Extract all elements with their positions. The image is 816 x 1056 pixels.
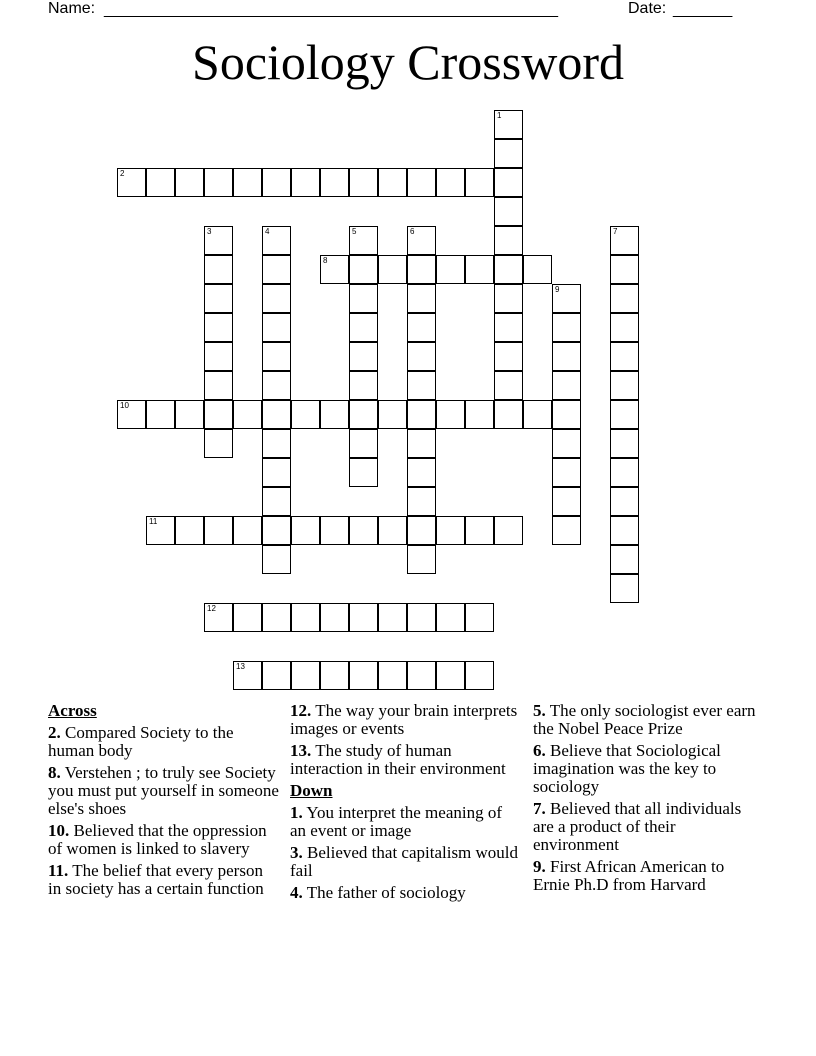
clue-item-number: 10. (48, 821, 70, 840)
grid-cell[interactable] (407, 661, 436, 690)
grid-cell[interactable] (610, 545, 639, 574)
grid-cell[interactable] (407, 429, 436, 458)
grid-cell[interactable] (465, 516, 494, 545)
grid-cell[interactable] (407, 168, 436, 197)
grid-cell[interactable] (407, 313, 436, 342)
grid-cell[interactable] (436, 400, 465, 429)
grid-cell[interactable] (320, 168, 349, 197)
grid-cell[interactable] (494, 516, 523, 545)
page-title: Sociology Crossword (192, 34, 624, 90)
grid-cell[interactable] (436, 168, 465, 197)
grid-cell[interactable] (378, 516, 407, 545)
clue-item (290, 884, 522, 902)
clue-item-number: 7. (533, 799, 546, 818)
grid-cell[interactable] (610, 458, 639, 487)
clue-number: 6 (410, 227, 415, 236)
clue-item-text: You interpret the meaning of an event or image (290, 803, 502, 840)
name-label: Name: (48, 0, 96, 17)
grid-cell[interactable] (407, 342, 436, 371)
grid-cell[interactable] (494, 139, 523, 168)
clue-item-text: Believed that the oppression of women is linked to slavery (48, 821, 267, 858)
grid-cell[interactable] (320, 516, 349, 545)
clue-number: 3 (207, 227, 212, 236)
grid-cell[interactable] (262, 429, 291, 458)
clue-number: 1 (497, 111, 502, 120)
grid-cell[interactable] (146, 516, 175, 545)
grid-cell[interactable] (407, 487, 436, 516)
clue-item-text: Compared Society to the human body (48, 723, 234, 760)
grid-cell[interactable] (494, 371, 523, 400)
grid-cell[interactable] (349, 429, 378, 458)
clue-number: 2 (120, 169, 125, 178)
grid-cell[interactable] (349, 371, 378, 400)
grid-cell[interactable] (262, 545, 291, 574)
grid-cell[interactable] (436, 603, 465, 632)
clue-item (533, 800, 765, 854)
grid-cell[interactable] (349, 342, 378, 371)
clue-item-number: 3. (290, 843, 303, 862)
grid-cell[interactable] (523, 400, 552, 429)
clue-item (48, 724, 280, 760)
clue-item-text: The father of sociology (306, 883, 466, 902)
grid-cell[interactable] (552, 516, 581, 545)
clue-item-number: 8. (48, 763, 61, 782)
grid-cell[interactable] (465, 661, 494, 690)
clue-number: 13 (236, 662, 245, 671)
grid-cell[interactable] (204, 400, 233, 429)
grid-cell[interactable] (494, 342, 523, 371)
grid-cell[interactable] (610, 313, 639, 342)
grid-cell[interactable] (349, 284, 378, 313)
grid-cell[interactable] (204, 226, 233, 255)
grid-cell[interactable] (436, 516, 465, 545)
clue-item (290, 804, 522, 840)
grid-cell[interactable] (204, 168, 233, 197)
grid-cell[interactable] (552, 400, 581, 429)
grid-cell[interactable] (494, 255, 523, 284)
clue-item-number: 11. (48, 861, 69, 880)
grid-cell[interactable] (407, 255, 436, 284)
clue-item (48, 862, 280, 898)
grid-cell[interactable] (262, 516, 291, 545)
grid-cell[interactable] (407, 226, 436, 255)
grid-cell[interactable] (291, 400, 320, 429)
clue-number: 5 (352, 227, 357, 236)
grid-cell[interactable] (610, 371, 639, 400)
grid-cell[interactable] (262, 226, 291, 255)
grid-cell[interactable] (349, 603, 378, 632)
grid-cell[interactable] (465, 168, 494, 197)
grid-cell[interactable] (233, 400, 262, 429)
clue-item-number: 1. (290, 803, 303, 822)
grid-cell[interactable] (407, 400, 436, 429)
clue-item (290, 702, 522, 738)
clue-item-text: The only sociologist ever earn the Nobel Peace Prize (533, 701, 756, 738)
grid-cell[interactable] (233, 516, 262, 545)
clue-item-text: Believed that capitalism would fail (290, 843, 519, 880)
grid-cell[interactable] (262, 371, 291, 400)
clue-number: 7 (613, 227, 618, 236)
grid-cell[interactable] (407, 458, 436, 487)
grid-cell[interactable] (407, 545, 436, 574)
grid-cell[interactable] (349, 226, 378, 255)
grid-cell[interactable] (204, 284, 233, 313)
grid-cell[interactable] (262, 255, 291, 284)
clue-item-number: 9. (533, 857, 546, 876)
grid-cell[interactable] (349, 168, 378, 197)
clue-item (290, 844, 522, 880)
grid-cell[interactable] (610, 574, 639, 603)
grid-cell[interactable] (552, 429, 581, 458)
grid-cell[interactable] (349, 661, 378, 690)
clue-item-text: Believed that all individuals are a product of their environment (533, 799, 742, 854)
clue-number: 12 (207, 604, 216, 613)
grid-cell[interactable] (610, 342, 639, 371)
grid-cell[interactable] (262, 661, 291, 690)
clue-item-number: 2. (48, 723, 61, 742)
grid-cell[interactable] (320, 400, 349, 429)
date-field[interactable]: _______ (673, 1, 732, 18)
grid-cell[interactable] (552, 313, 581, 342)
clue-item (533, 702, 765, 738)
grid-cell[interactable] (262, 603, 291, 632)
grid-cell[interactable] (204, 342, 233, 371)
grid-cell[interactable] (494, 168, 523, 197)
clues-column-2 (290, 702, 522, 906)
grid-cell[interactable] (233, 603, 262, 632)
grid-cell[interactable] (146, 168, 175, 197)
clue-item-text: Verstehen ; to truly see Society you must put yourself in someone else's shoes (48, 763, 279, 818)
clue-number: 9 (555, 285, 560, 294)
grid-cell[interactable] (262, 168, 291, 197)
grid-cell[interactable] (552, 342, 581, 371)
grid-cell[interactable] (349, 458, 378, 487)
grid-cell[interactable] (291, 661, 320, 690)
grid-cell[interactable] (204, 371, 233, 400)
clues-column-3 (533, 702, 765, 898)
grid-cell[interactable] (494, 284, 523, 313)
grid-cell[interactable] (523, 255, 552, 284)
grid-cell[interactable] (378, 255, 407, 284)
grid-cell[interactable] (204, 313, 233, 342)
grid-cell[interactable] (407, 603, 436, 632)
grid-cell[interactable] (610, 516, 639, 545)
grid-cell[interactable] (320, 255, 349, 284)
clue-item (290, 742, 522, 778)
clue-item-number: 12. (290, 701, 312, 720)
grid-cell[interactable] (204, 516, 233, 545)
grid-cell[interactable] (378, 168, 407, 197)
grid-cell[interactable] (494, 110, 523, 139)
grid-cell[interactable] (349, 516, 378, 545)
grid-cell[interactable] (320, 603, 349, 632)
section-heading: Across (48, 701, 97, 720)
clue-item-text: First African American to Ernie Ph.D from Harvard (533, 857, 725, 894)
grid-cell[interactable] (552, 371, 581, 400)
grid-cell[interactable] (291, 516, 320, 545)
grid-cell[interactable] (204, 429, 233, 458)
grid-cell[interactable] (175, 400, 204, 429)
grid-cell[interactable] (204, 603, 233, 632)
clue-number: 11 (149, 517, 158, 526)
grid-cell[interactable] (349, 255, 378, 284)
date-label: Date: (628, 0, 667, 17)
grid-cell[interactable] (436, 255, 465, 284)
clue-item-text: Believe that Sociological imagination was the key to sociology (533, 741, 721, 796)
clues-column-1 (48, 702, 280, 902)
grid-cell[interactable] (378, 603, 407, 632)
grid-cell[interactable] (610, 429, 639, 458)
clue-item-number: 13. (290, 741, 312, 760)
grid-cell[interactable] (552, 284, 581, 313)
clue-item-number: 5. (533, 701, 546, 720)
clue-item (48, 764, 280, 818)
grid-cell[interactable] (320, 661, 349, 690)
name-field[interactable]: ______________________________________________________ (104, 1, 558, 18)
grid-cell[interactable] (262, 487, 291, 516)
grid-cell[interactable] (117, 400, 146, 429)
grid-cell[interactable] (175, 516, 204, 545)
grid-cell[interactable] (378, 400, 407, 429)
grid-cell[interactable] (552, 458, 581, 487)
clue-number: 10 (120, 401, 129, 410)
grid-cell[interactable] (610, 400, 639, 429)
clue-number: 4 (265, 227, 270, 236)
grid-cell[interactable] (494, 400, 523, 429)
grid-cell[interactable] (233, 168, 262, 197)
clue-item-text: The belief that every person in society has a certain function (48, 861, 264, 898)
clue-item-number: 4. (290, 883, 303, 902)
grid-cell[interactable] (436, 661, 465, 690)
grid-cell[interactable] (262, 284, 291, 313)
grid-cell[interactable] (407, 284, 436, 313)
grid-cell[interactable] (465, 255, 494, 284)
section-heading: Down (290, 781, 333, 800)
clue-item (533, 742, 765, 796)
grid-cell[interactable] (378, 661, 407, 690)
grid-cell[interactable] (117, 168, 146, 197)
grid-cell[interactable] (204, 255, 233, 284)
grid-cell[interactable] (610, 226, 639, 255)
clue-item-number: 6. (533, 741, 546, 760)
grid-cell[interactable] (291, 168, 320, 197)
grid-cell[interactable] (552, 487, 581, 516)
grid-cell[interactable] (349, 313, 378, 342)
grid-cell[interactable] (262, 342, 291, 371)
grid-cell[interactable] (465, 603, 494, 632)
clue-item-text: The way your brain interprets images or events (290, 701, 518, 738)
grid-cell[interactable] (175, 168, 204, 197)
grid-cell[interactable] (262, 400, 291, 429)
grid-cell[interactable] (494, 197, 523, 226)
grid-cell[interactable] (407, 371, 436, 400)
grid-cell[interactable] (465, 400, 494, 429)
grid-cell[interactable] (494, 313, 523, 342)
grid-cell[interactable] (349, 400, 378, 429)
grid-cell[interactable] (494, 226, 523, 255)
grid-cell[interactable] (291, 603, 320, 632)
grid-cell[interactable] (407, 516, 436, 545)
clue-item (48, 822, 280, 858)
clue-item (533, 858, 765, 894)
grid-cell[interactable] (262, 313, 291, 342)
clue-number: 8 (323, 256, 328, 265)
clue-item-text: The study of human interaction in their environment (290, 741, 506, 778)
grid-cell[interactable] (610, 487, 639, 516)
grid-cell[interactable] (262, 458, 291, 487)
grid-cell[interactable] (233, 661, 262, 690)
grid-cell[interactable] (610, 284, 639, 313)
grid-cell[interactable] (146, 400, 175, 429)
grid-cell[interactable] (610, 255, 639, 284)
